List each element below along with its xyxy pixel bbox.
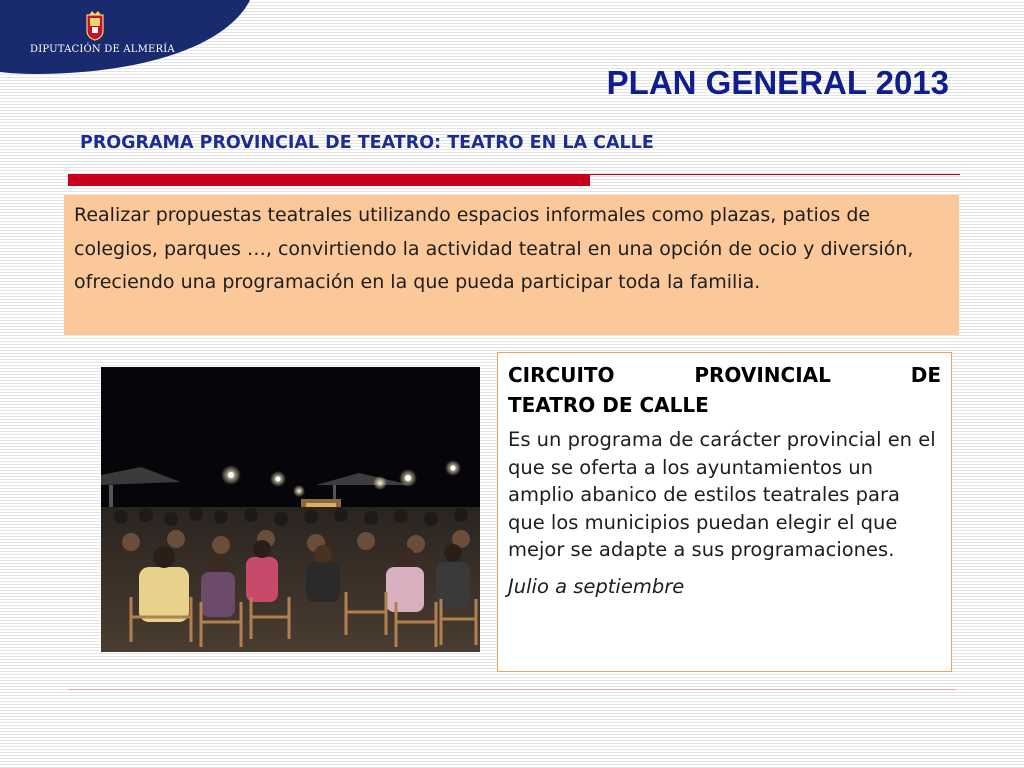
red-divider-line xyxy=(590,174,960,175)
page-subtitle: PROGRAMA PROVINCIAL DE TEATRO: TEATRO EN LA CALLE xyxy=(80,133,654,153)
description-box xyxy=(64,195,959,335)
description-text: Realizar propuestas teatrales utilizando espacios informales como plazas, patios de colegios, parques …, convirtiendo la actividad teatral en una opción de ocio y diversión, ofreciendo una programación en la que pueda participar toda la familia. xyxy=(74,204,914,293)
street-theatre-photo xyxy=(101,367,480,652)
circuit-title-line2: TEATRO DE CALLE xyxy=(508,393,709,417)
street-theatre-photo-image xyxy=(101,367,480,652)
coat-of-arms-icon xyxy=(84,11,106,41)
circuit-dates: Julio a septiembre xyxy=(508,574,685,598)
organization-name: DIPUTACIÓN DE ALMERÍA xyxy=(30,44,175,55)
red-divider-bar xyxy=(68,174,590,186)
bottom-divider xyxy=(68,689,956,690)
circuit-title-line1: CIRCUITO PROVINCIAL DE xyxy=(508,363,941,387)
circuit-info-box xyxy=(497,352,952,672)
page-title: PLAN GENERAL 2013 xyxy=(606,64,949,101)
logo-banner-shape xyxy=(0,0,260,75)
circuit-title xyxy=(508,360,941,420)
circuit-description: Es un programa de carácter provincial en el que se oferta a los ayuntamientos un amplio abanico de estilos teatrales para que los municipios puedan elegir el que mejor se adapte a sus programaciones. xyxy=(508,428,936,561)
